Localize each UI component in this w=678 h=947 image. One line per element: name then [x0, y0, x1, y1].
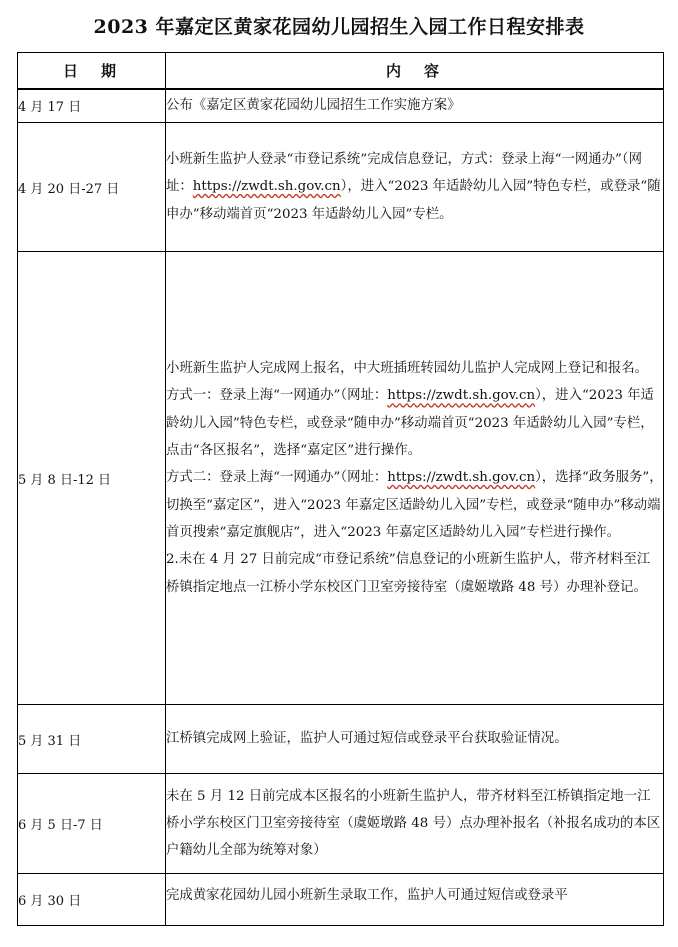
schedule-table — [17, 52, 664, 926]
url-text: https://zwdt.sh.gov.cn — [192, 179, 341, 195]
content-paragraph: 小班新生监护人登录“市登记系统”完成信息登记，方式：登录上海“一网通办”（网址：https://zwdt.sh.gov.cn），进入“2023 年适龄幼儿入园”特色专栏，或登录“随申办”移动端首页“2023 年适龄幼儿入园”专栏。 — [166, 152, 661, 222]
content-paragraph: 方式一：登录上海“一网通办”（网址：https://zwdt.sh.gov.cn），进入“2023 年适龄幼儿入园”特色专栏，或登录“随申办”移动端首页“2023 年适龄幼儿入园”专栏，点击“各区报名”，选择“嘉定区”进行操作。 — [166, 388, 654, 459]
date-cell: 6 月 30 日 — [18, 874, 166, 926]
content-column-header: 内 容 — [166, 53, 664, 89]
date-cell: 4 月 17 日 — [18, 89, 166, 123]
url-text: https://zwdt.sh.gov.cn — [387, 470, 536, 486]
table-row — [18, 705, 664, 774]
content-cell — [166, 123, 664, 252]
content-paragraph: 2.未在 4 月 27 日前完成“市登记系统”信息登记的小班新生监护人，带齐材料至江桥镇指定地点一江桥小学东校区门卫室旁接待室（虞姬墩路 48 号）办理补登记。 — [166, 552, 651, 595]
content-cell — [166, 705, 664, 774]
content-paragraph: 江桥镇完成网上验证，监护人可通过短信或登录平台获取验证情况。 — [166, 731, 568, 747]
content-paragraph: 小班新生监护人完成网上报名，中大班插班转园幼儿监护人完成网上登记和报名。 — [166, 361, 649, 377]
content-paragraph: 公布《嘉定区黄家花园幼儿园招生工作实施方案》 — [166, 98, 461, 114]
date-cell: 6 月 5 日-7 日 — [18, 774, 166, 874]
content-paragraph: 方式二：登录上海“一网通办”（网址：https://zwdt.sh.gov.cn），选择“政务服务”，切换至“嘉定区”，进入“2023 年嘉定区适龄幼儿入园”专栏，或登录“随申办”移动端首页搜索“嘉定旗舰店”，进入“2023 年嘉定区适龄幼儿入园”专栏进行操作。 — [166, 470, 663, 540]
page-title: 2023 年嘉定区黄家花园幼儿园招生入园工作日程安排表 — [93, 16, 585, 38]
date-cell: 5 月 31 日 — [18, 705, 166, 774]
date-column-header: 日 期 — [18, 53, 166, 89]
table-row — [18, 874, 664, 926]
content-cell — [166, 774, 664, 874]
content-paragraph: 完成黄家花园幼儿园小班新生录取工作，监护人可通过短信或登录平 — [166, 888, 568, 903]
table-header-row — [18, 53, 664, 89]
table-row — [18, 89, 664, 123]
content-cell — [166, 874, 664, 926]
date-cell: 5 月 8 日-12 日 — [18, 252, 166, 705]
content-cell — [166, 89, 664, 123]
content-paragraph: 未在 5 月 12 日前完成本区报名的小班新生监护人，带齐材料至江桥镇指定地一江桥小学东校区门卫室旁接待室（虞姬墩路 48 号）点办理补报名（补报名成功的本区户籍幼儿全部为统筹对象） — [166, 788, 661, 859]
content-cell — [166, 252, 664, 705]
url-text: https://zwdt.sh.gov.cn — [387, 388, 536, 404]
date-cell: 4 月 20 日-27 日 — [18, 123, 166, 252]
table-row — [18, 123, 664, 252]
table-row — [18, 774, 664, 874]
table-row — [18, 252, 664, 705]
